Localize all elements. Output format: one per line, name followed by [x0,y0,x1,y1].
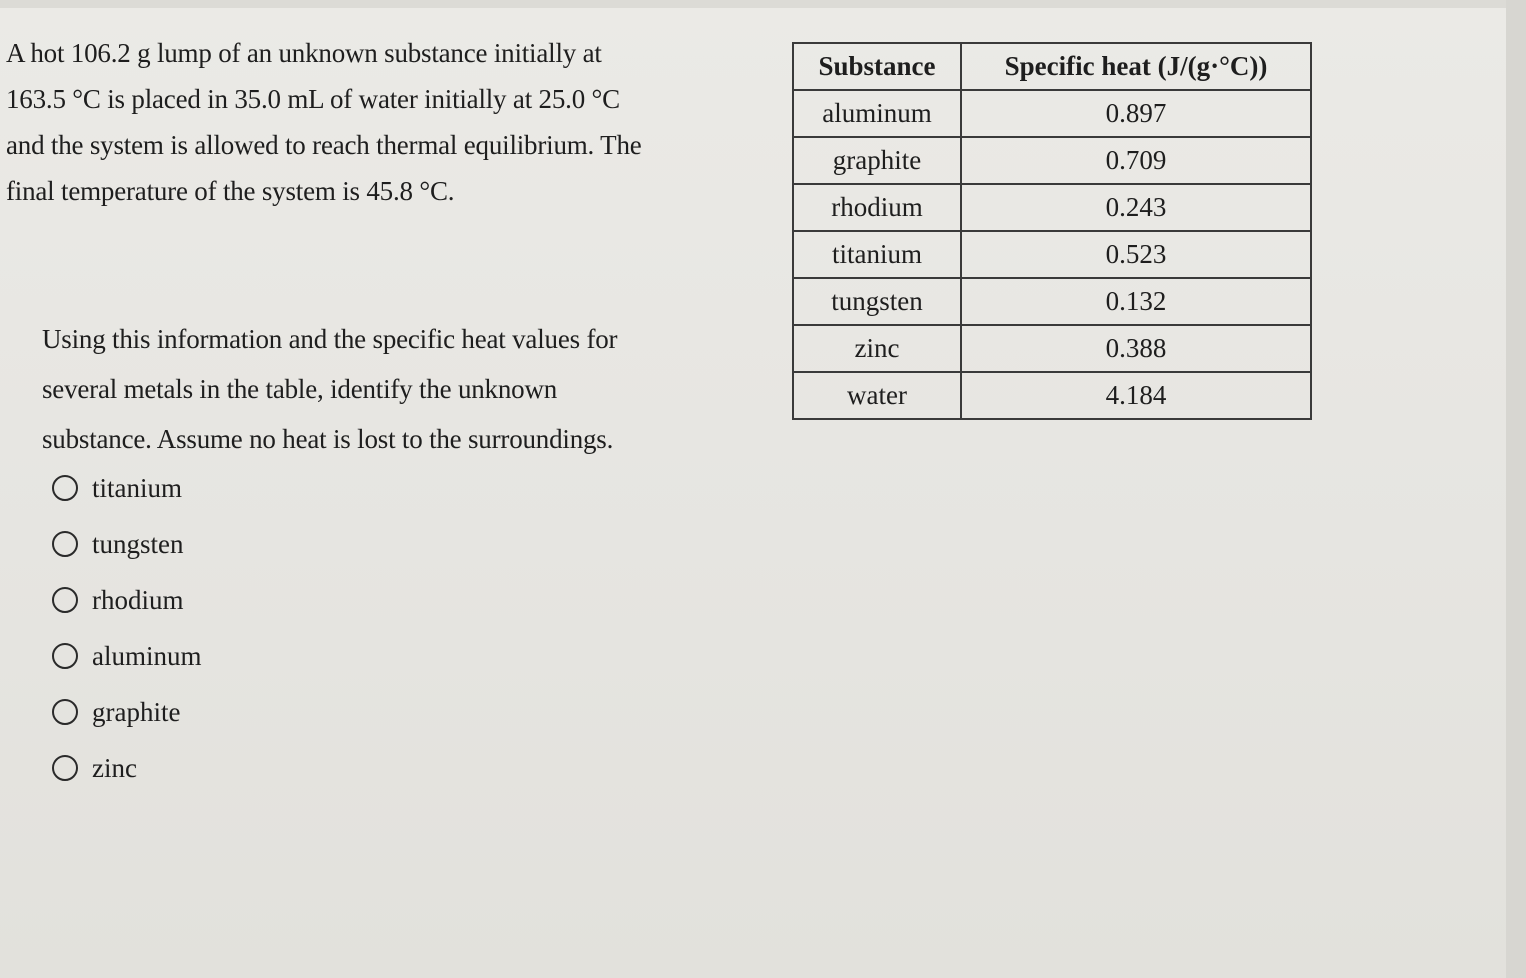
specific-heat-cell: 0.243 [961,184,1311,231]
specific-heat-cell: 0.388 [961,325,1311,372]
top-strip [0,0,1526,8]
question-line: 163.5 °C is placed in 35.0 mL of water initially at 25.0 °C [6,84,620,114]
radio-button-tungsten[interactable] [52,531,78,557]
radio-button-zinc[interactable] [52,755,78,781]
option-zinc[interactable] [52,740,202,796]
prompt-line: Using this information and the specific heat values for [42,324,618,354]
option-label-graphite: graphite [92,696,181,727]
specific-heat-cell: 0.709 [961,137,1311,184]
substance-cell: graphite [793,137,961,184]
specific-heat-cell: 4.184 [961,372,1311,419]
prompt-line: several metals in the table, identify the unknown [42,374,558,404]
table-row [793,278,1311,325]
option-label-aluminum: aluminum [92,640,202,671]
option-label-rhodium: rhodium [92,584,184,615]
header-specific-heat: Specific heat (J/(g·°C)) [961,43,1311,90]
prompt-text [42,314,702,464]
prompt-line: substance. Assume no heat is lost to the surroundings. [42,424,614,454]
header-substance: Substance [793,43,961,90]
table-row [793,372,1311,419]
option-rhodium[interactable] [52,572,202,628]
substance-cell: aluminum [793,90,961,137]
specific-heat-cell: 0.132 [961,278,1311,325]
table-row [793,90,1311,137]
option-label-titanium: titanium [92,472,182,503]
specific-heat-cell: 0.523 [961,231,1311,278]
substance-cell: tungsten [793,278,961,325]
substance-cell: water [793,372,961,419]
question-line: and the system is allowed to reach thermal equilibrium. The [6,130,642,160]
substance-cell: zinc [793,325,961,372]
table-row [793,137,1311,184]
question-line: final temperature of the system is 45.8 °C. [6,176,455,206]
table-header-row [793,43,1311,90]
table-row [793,231,1311,278]
radio-button-rhodium[interactable] [52,587,78,613]
option-aluminum[interactable] [52,628,202,684]
table-row [793,325,1311,372]
question-line: A hot 106.2 g lump of an unknown substance initially at [6,38,602,68]
option-titanium[interactable] [52,460,202,516]
question-text [6,30,726,214]
answer-options [52,460,202,796]
radio-button-titanium[interactable] [52,475,78,501]
right-edge [1506,0,1526,978]
table-row [793,184,1311,231]
specific-heat-cell: 0.897 [961,90,1311,137]
option-label-tungsten: tungsten [92,528,184,559]
radio-button-aluminum[interactable] [52,643,78,669]
option-tungsten[interactable] [52,516,202,572]
specific-heat-table [792,42,1312,420]
substance-cell: rhodium [793,184,961,231]
radio-button-graphite[interactable] [52,699,78,725]
option-label-zinc: zinc [92,752,137,783]
option-graphite[interactable] [52,684,202,740]
substance-cell: titanium [793,231,961,278]
